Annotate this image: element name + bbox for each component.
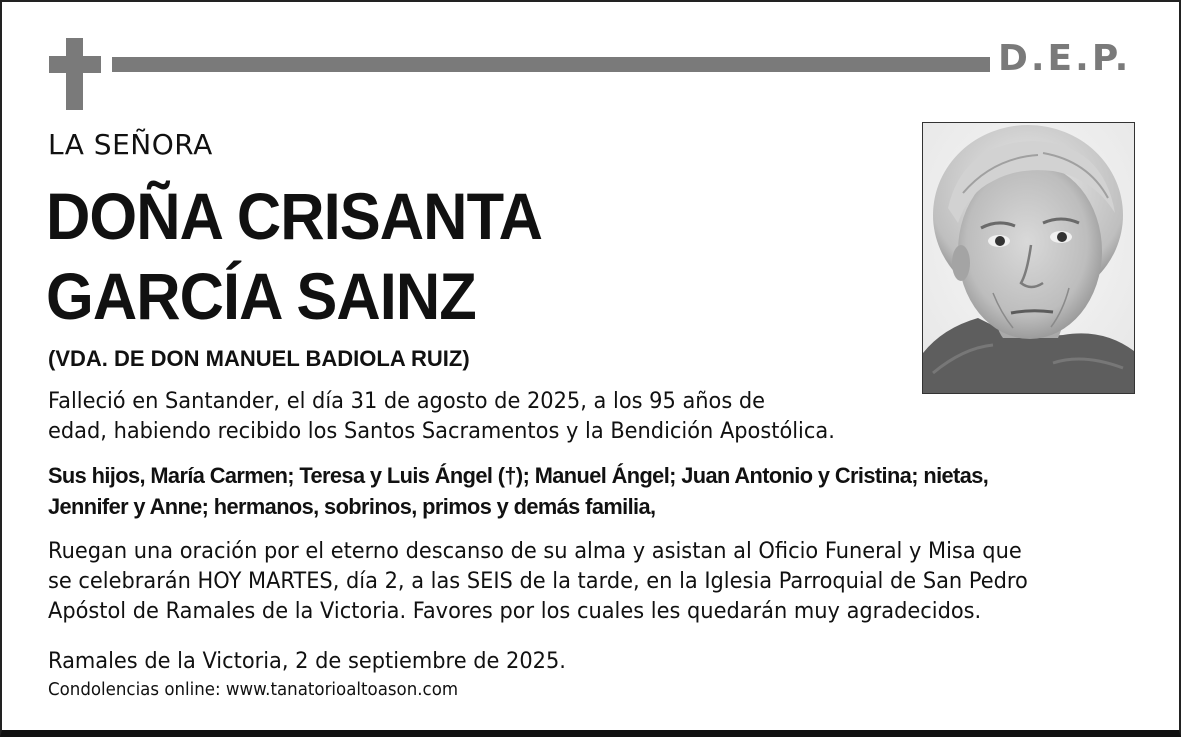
header-rule [112, 57, 990, 72]
death-line-1: Falleció en Santander, el día 31 de agosto de 2025, a los 95 años de [48, 388, 766, 414]
place-date: Ramales de la Victoria, 2 de septiembre de 2025. [48, 648, 566, 674]
deceased-name [46, 176, 542, 336]
family-line-1: Sus hijos, María Carmen; Teresa y Luis Ángel (†); Manuel Ángel; Juan Antonio y Cristina; nietas, [48, 463, 989, 488]
dep-label: D.E.P. [998, 38, 1132, 79]
prayer-paragraph [48, 536, 1028, 626]
cross-icon [49, 38, 101, 110]
family-paragraph [48, 460, 988, 522]
death-paragraph [48, 386, 835, 446]
prayer-line-1: Ruegan una oración por el eterno descanso de su alma y asistan al Oficio Funeral y Misa que [48, 538, 1022, 564]
family-line-2: Jennifer y Anne; hermanos, sobrinos, primos y demás familia, [48, 494, 656, 519]
death-line-2: edad, habiendo recibido los Santos Sacramentos y la Bendición Apostólica. [48, 418, 835, 444]
portrait-illustration [923, 123, 1134, 393]
prayer-line-2: se celebrarán HOY MARTES, día 2, a las SEIS de la tarde, en la Iglesia Parroquial de San Pedro [48, 568, 1028, 594]
prayer-line-3: Apóstol de Ramales de la Victoria. Favores por los cuales les quedarán muy agradecidos. [48, 598, 982, 624]
condolences-link: Condolencias online: www.tanatorioaltoason.com [48, 680, 459, 700]
name-line-1: DOÑA CRISANTA [46, 179, 542, 253]
widow-line: (VDA. DE DON MANUEL BADIOLA RUIZ) [48, 346, 470, 371]
portrait-photo [922, 122, 1135, 394]
name-line-2: GARCÍA SAINZ [46, 259, 476, 333]
honorific: LA SEÑORA [48, 128, 213, 161]
